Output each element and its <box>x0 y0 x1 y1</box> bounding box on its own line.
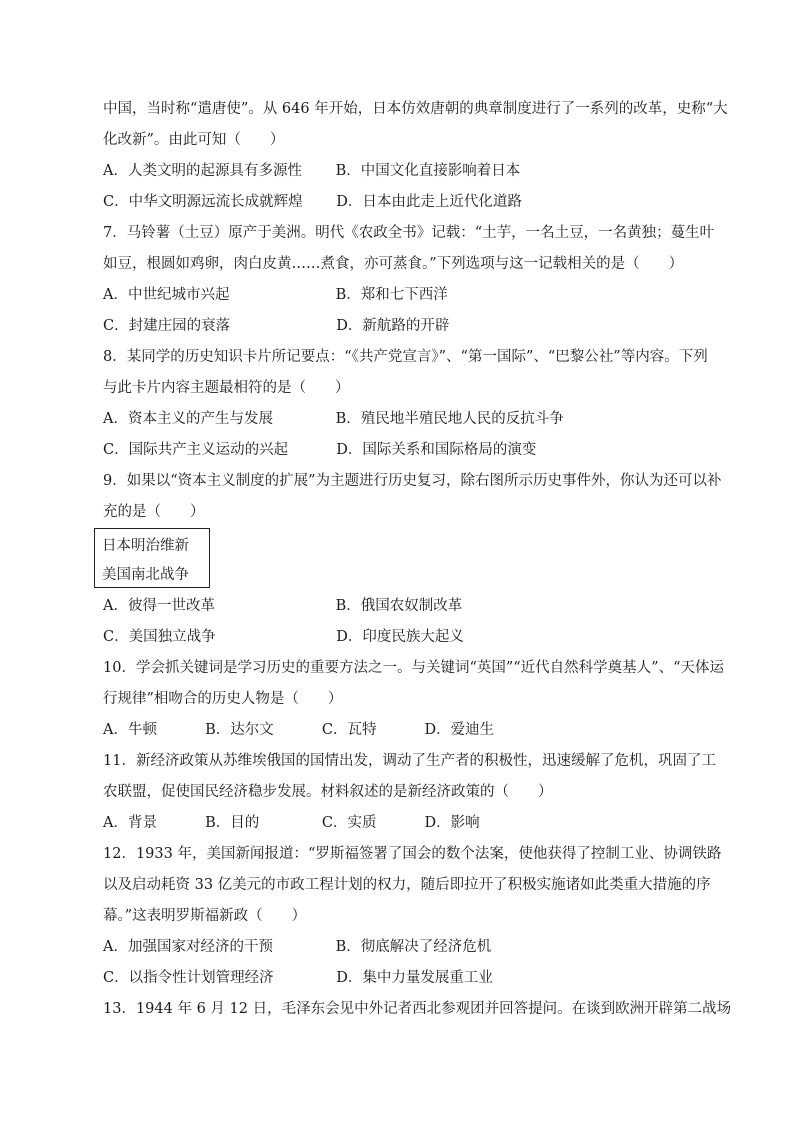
option-line: C．封建庄园的衰落 D．新航路的开辟 <box>103 318 450 334</box>
event-box-item: 美国南北战争 <box>102 567 189 583</box>
text-line: 行规律”相吻合的历史人物是（ ） <box>103 691 343 707</box>
option-line: C．美国独立战争 D．印度民族大起义 <box>103 629 464 645</box>
option-line: C．以指令性计划管理经济 D．集中力量发展重工业 <box>103 970 493 986</box>
option-line: A．中世纪城市兴起 B．郑和七下西洋 <box>103 287 448 303</box>
text-line: 与此卡片内容主题最相符的是（ ） <box>103 380 350 396</box>
option-line: A．彼得一世改革 B．俄国农奴制改革 <box>103 598 463 614</box>
event-box <box>94 528 210 588</box>
option-line: A．牛顿 B．达尔文 C．瓦特 D．爱迪生 <box>103 722 495 738</box>
question-9: 9．如果以“资本主义制度的扩展”为主题进行历史复习，除右图所示历史事件外，你认为还可以补 <box>103 473 722 489</box>
text-line: 化改新”。由此可知（ ） <box>103 132 285 148</box>
text-line: 幕。”这表明罗斯福新政（ ） <box>103 908 307 924</box>
text-line: 如豆，根圆如鸡卵，肉白皮黄……煮食，亦可蒸食。”下列选项与这一记载相关的是（ ） <box>103 256 684 272</box>
text-line: 充的是（ ） <box>103 504 205 520</box>
question-11: 11．新经济政策从苏维埃俄国的国情出发，调动了生产者的积极性，迅速缓解了危机，巩固了工 <box>103 753 716 769</box>
question-10: 10．学会抓关键词是学习历史的重要方法之一。与关键词“英国”“近代自然科学奠基人”、“天体运 <box>103 660 725 676</box>
option-line: A．资本主义的产生与发展 B．殖民地半殖民地人民的反抗斗争 <box>103 411 564 427</box>
question-7: 7．马铃薯（土豆）原产于美洲。明代《农政全书》记载：“土芋，一名土豆，一名黄独；蔓生叶 <box>103 225 715 241</box>
question-13: 13．1944 年 6 月 12 日，毛泽东会见中外记者西北参观团并回答提问。在谈到欧洲开辟第二战场 <box>103 1001 732 1017</box>
text-line: 以及启动耗资 33 亿美元的市政工程计划的权力，随后即拉开了积极实施诸如此类重大措施的序 <box>103 877 711 893</box>
option-line: C．国际共产主义运动的兴起 D．国际关系和国际格局的演变 <box>103 442 537 458</box>
text-line: 中国，当时称“遣唐使”。从 646 年开始，日本仿效唐朝的典章制度进行了一系列的改革，史称“大 <box>103 101 728 117</box>
question-8: 8．某同学的历史知识卡片所记要点：“《共产党宣言》”、“第一国际”、“巴黎公社”等内容。下列 <box>103 349 708 365</box>
option-line: C．中华文明源远流长成就辉煌 D．日本由此走上近代化道路 <box>103 194 522 210</box>
option-line: A．加强国家对经济的干预 B．彻底解决了经济危机 <box>103 939 492 955</box>
event-box-item: 日本明治维新 <box>102 538 189 554</box>
option-line: A．人类文明的起源具有多源性 B．中国文化直接影响着日本 <box>103 163 521 179</box>
text-line: 农联盟，促使国民经济稳步发展。材料叙述的是新经济政策的（ ） <box>103 784 553 800</box>
question-12: 12．1933 年，美国新闻报道：“罗斯福签署了国会的数个法案，使他获得了控制工业、协调铁路 <box>103 846 722 862</box>
option-line: A．背景 B．目的 C．实质 D．影响 <box>103 815 480 831</box>
